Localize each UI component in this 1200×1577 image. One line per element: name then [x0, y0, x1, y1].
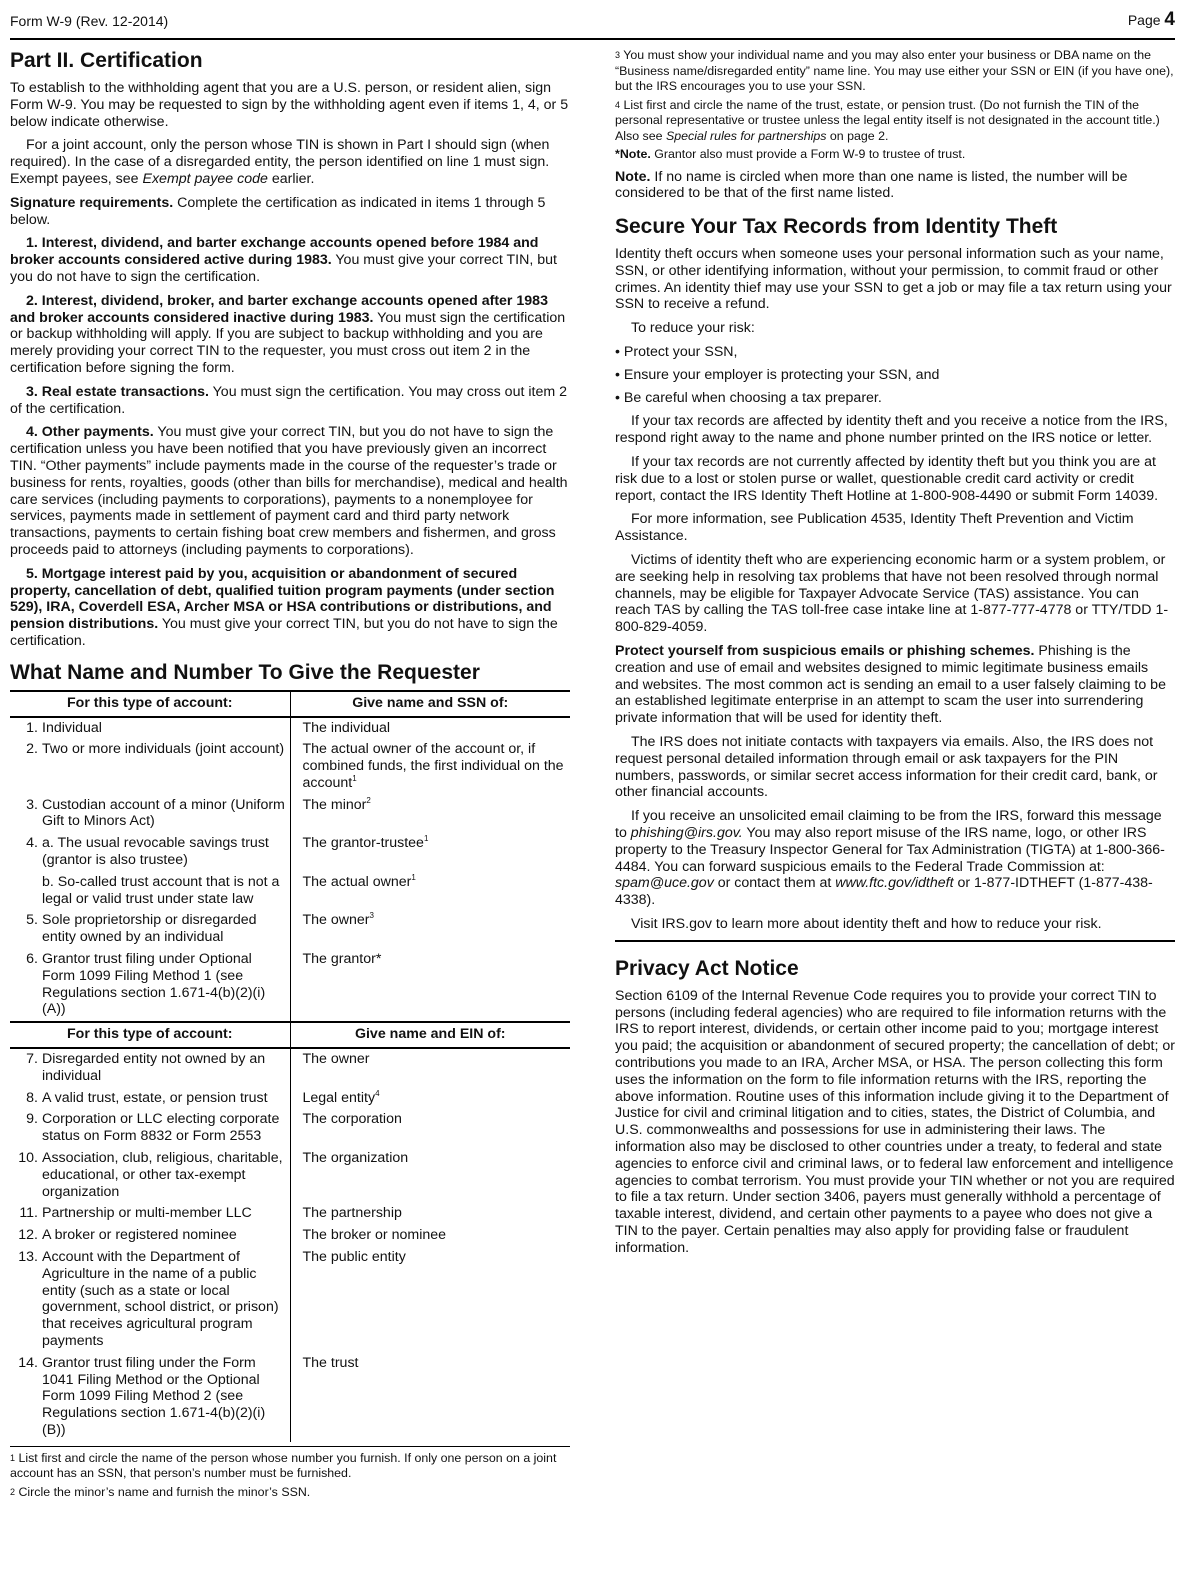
joint-account-paragraph: For a joint account, only the person whose TIN is shown in Part I should sign (when required). In the case of a disregarded entity, the person identified on line 1 must sign. Exempt payees, see Exempt payee code earlier. [10, 137, 550, 187]
give-name-cell [290, 1088, 570, 1110]
cert-item-4: 4. Other payments. You must give your correct TIN, but you do not have to sign the certification unless you have been notified that you have previously given an incorrect TIN. “Other payments” include payments made in the course of the requester’s trade or business for rents, royalties, goods (other than bills for merchandise), medical and health care services (including payments to corporations), payments to a nonemployee for services, payments made in settlement of payment card and third party network transactions, payments to certain fishing boat crew members and fishermen, and gross proceeds paid to attorneys (including payments to corporations). [10, 424, 568, 558]
account-type-cell [10, 1353, 290, 1442]
footnote-ref: 1 [352, 773, 357, 783]
row-number [14, 874, 42, 908]
account-type: Two or more individuals (joint account) [42, 741, 285, 758]
give-name-cell [290, 1247, 570, 1353]
account-type: Individual [42, 719, 102, 736]
publication-paragraph: For more information, see Publication 4535, Identity Theft Prevention and Victim Assistance. [615, 511, 1134, 545]
row-number: 5. [26, 912, 38, 929]
footnote-ref: 2 [366, 795, 371, 805]
list-item: • Be careful when choosing a tax preparer. [615, 390, 1175, 407]
account-type-cell [10, 910, 290, 949]
row-number: 10. [18, 1150, 38, 1167]
account-type-cell [10, 1109, 290, 1148]
give-name: The owner [302, 1051, 370, 1068]
row-number: 14. [18, 1354, 38, 1371]
account-type: Partnership or multi-member LLC [42, 1205, 252, 1222]
account-type-cell [10, 1225, 290, 1247]
table-row [10, 1247, 570, 1353]
ssn-rows [10, 717, 570, 1023]
form-identifier: Form W-9 (Rev. 12-2014) [10, 13, 169, 29]
forward-email-paragraph: If you receive an unsolicited email claiming to be from the IRS, forward this message to phishing@irs.gov. You may also report misuse of the IRS name, logo, or other IRS property to the Treasury Inspector General for Tax Administration (TIGTA) at 1-800-366-4484. You can forward suspicious emails to the Federal Trade Commission at: spam@uce.gov or contact them at www.ftc.gov/idtheft or 1-877-IDTHEFT (1-877-438-4338). [615, 808, 1165, 909]
account-type: A valid trust, estate, or pension trust [42, 1089, 268, 1106]
row-number: 7. [26, 1051, 38, 1068]
give-name-cell [290, 1148, 570, 1203]
name-number-table [10, 690, 570, 1442]
circled-name-note: Note. If no name is circled when more than one name is listed, the number will be considered to be that of the first name listed. [615, 168, 1128, 202]
give-name-cell [290, 1225, 570, 1247]
list-item: • Protect your SSN, [615, 344, 1175, 361]
account-type-cell [10, 1148, 290, 1203]
account-type-cell [10, 949, 290, 1022]
spam-email-link[interactable]: spam@uce.gov [615, 875, 714, 892]
give-name: The trust [302, 1354, 359, 1371]
footnote-ref: 3 [369, 911, 374, 921]
section-divider [615, 940, 1175, 942]
table-row [10, 1088, 570, 1110]
give-name: The individual [302, 719, 391, 736]
give-name: The grantor* [302, 951, 382, 968]
right-column [615, 48, 1175, 1264]
account-type: Grantor trust filing under the Form 1041 Filing Method or the Optional Form 1099 Filing Method 2 (see Regulations section 1.671-4(b)(2)(i)(B)) [42, 1354, 266, 1438]
footnote-ref: 1 [411, 872, 416, 882]
row-number: 12. [18, 1227, 38, 1244]
column-header-give-ssn: Give name and SSN of: [290, 691, 570, 717]
column-header-account: For this type of account: [10, 1022, 290, 1048]
at-risk-paragraph: If your tax records are not currently affected by identity theft but you think you are at risk due to a lost or stolen purse or wallet, questionable credit card activity or credit report, contact the IRS Identity Theft Hotline at 1-800-908-4490 or submit Form 14039. [615, 454, 1159, 504]
give-name-cell [290, 872, 570, 911]
account-type: Grantor trust filing under Optional Form 1099 Filing Method 1 (see Regulations section 1.671-4(b)(2)(i)(A)) [42, 951, 266, 1018]
give-name-cell [290, 1203, 570, 1225]
give-name: The actual owner [302, 873, 412, 890]
give-name: The minor [302, 796, 367, 813]
account-type-cell [10, 1048, 290, 1088]
cert-item-1: 1. Interest, dividend, and barter exchange accounts opened before 1984 and broker accounts considered active during 1983. You must give your correct TIN, but you do not have to sign the certification. [10, 235, 557, 285]
risk-bullet-list [615, 344, 1175, 406]
list-item: • Ensure your employer is protecting your SSN, and [615, 367, 1175, 384]
give-name: Legal entity [302, 1089, 376, 1106]
footnote-4: $^4$ List first and circle the name of the trust, estate, or pension trust. (Do not furnish the TIN of the personal representative or trustee unless the legal entity itself is not designated in the account title.) Also see Special rules for partnerships on page 2. [615, 97, 1160, 143]
table-header-ein [10, 1022, 570, 1048]
give-name-cell [290, 717, 570, 740]
account-type: Corporation or LLC electing corporate status on Form 8832 or Form 2553 [42, 1111, 280, 1145]
footnote-ref: 1 [423, 834, 429, 844]
cert-item-5: 5. Mortgage interest paid by you, acquisition or abandonment of secured property, cancellation of debt, qualified tuition program payments (under section 529), IRA, Coverdell ESA, Archer MSA or HSA contributions or distributions, and pension distributions. You must give your correct TIN, but you do not have to sign the certification. [10, 565, 558, 649]
visit-irs-paragraph: Visit IRS.gov to learn more about identity theft and how to reduce your risk. [631, 915, 1102, 932]
table-row [10, 1203, 570, 1225]
table-row [10, 739, 570, 794]
row-number: 8. [26, 1089, 38, 1106]
row-number: 3. [26, 796, 38, 813]
ftc-link[interactable]: www.ftc.gov/idtheft [835, 875, 954, 892]
table-row [10, 717, 570, 740]
left-column [10, 48, 570, 1503]
row-number: 11. [19, 1205, 38, 1222]
account-type-cell [10, 872, 290, 911]
table-row [10, 1048, 570, 1088]
account-type-cell [10, 833, 290, 872]
give-name: The owner [302, 912, 370, 929]
table-row [10, 872, 570, 911]
row-number: 9. [26, 1111, 38, 1128]
certification-paragraph: To establish to the withholding agent that you are a U.S. person, or resident alien, sign Form W-9. You may be requested to sign by the withholding agent even if items 1, 4, or 5 below indicate otherwise. [10, 80, 569, 130]
account-type-cell [10, 1203, 290, 1225]
account-type: b. So-called trust account that is not a legal or valid trust under state law [42, 873, 280, 907]
reduce-risk-label: To reduce your risk: [631, 320, 755, 337]
table-row [10, 1353, 570, 1442]
account-type: Custodian account of a minor (Uniform Gift to Minors Act) [42, 796, 285, 830]
requester-table-heading: What Name and Number To Give the Requester [10, 660, 480, 684]
account-type: Association, club, religious, charitable, educational, or other tax-exempt organization [42, 1150, 283, 1200]
footnote-1: $^1$ List first and circle the name of the person whose number you furnish. If only one person on a joint account has an SSN, that person’s number must be furnished. [10, 1450, 557, 1481]
table-row [10, 910, 570, 949]
identity-theft-paragraph: Identity theft occurs when someone uses your personal information such as your name, SSN, or other identifying information, without your permission, to commit fraud or other crimes. An identity thief may use your SSN to get a job or may file a tax return using your SSN to receive a refund. [615, 246, 1172, 313]
account-type-cell [10, 795, 290, 834]
row-number: 1. [26, 719, 38, 736]
table-row [10, 1109, 570, 1148]
account-type-cell [10, 1247, 290, 1353]
give-name-cell [290, 795, 570, 834]
table-row [10, 833, 570, 872]
account-type: Sole proprietorship or disregarded entity owned by an individual [42, 912, 257, 946]
give-name-cell [290, 910, 570, 949]
give-name: The corporation [302, 1111, 402, 1128]
row-number: 2. [26, 741, 38, 758]
affected-paragraph: If your tax records are affected by identity theft and you receive a notice from the IRS, respond right away to the name and phone number printed on the IRS notice or letter. [615, 413, 1168, 447]
row-number: 6. [26, 951, 38, 968]
table-row [10, 1148, 570, 1203]
ein-rows [10, 1048, 570, 1442]
give-name-cell [290, 739, 570, 794]
account-type: Account with the Department of Agriculture in the name of a public entity (such as a state or local government, school district, or prison) that receives agricultural program payments [42, 1249, 279, 1349]
account-type: Disregarded entity not owned by an individual [42, 1051, 266, 1084]
column-header-give-ein: Give name and EIN of: [290, 1022, 570, 1048]
table-row [10, 1225, 570, 1247]
give-name: The broker or nominee [302, 1227, 447, 1244]
footnote-2: $^2$ Circle the minor’s name and furnish the minor’s SSN. [10, 1484, 311, 1499]
give-name-cell [290, 1109, 570, 1148]
give-name-cell [290, 1353, 570, 1442]
page-number-label: Page 4 [1127, 9, 1175, 30]
give-name: The public entity [302, 1249, 406, 1266]
give-name: The partnership [302, 1205, 402, 1222]
column-header-account: For this type of account: [10, 691, 290, 717]
cert-item-3: 3. Real estate transactions. You must sign the certification. You may cross out item 2 of the certification. [10, 383, 567, 417]
irs-contact-paragraph: The IRS does not initiate contacts with taxpayers via emails. Also, the IRS does not request personal detailed information through email or ask taxpayers for the PIN numbers, passwords, or similar secret access information for their credit card, bank, or other financial accounts. [615, 734, 1158, 801]
certification-heading: Part II. Certification [10, 49, 203, 72]
tas-paragraph: Victims of identity theft who are experiencing economic harm or a system problem, or are seeking help in resolving tax problems that have not been resolved through normal channels, may be eligible for Taxpayer Advocate Service (TAS) assistance. You can reach TAS by calling the TAS toll-free case intake line at 1-877-777-4778 or TTY/TDD 1-800-829-4059. [615, 552, 1169, 636]
give-name: The actual owner of the account or, if combined funds, the first individual on the account [302, 741, 564, 791]
table-row [10, 795, 570, 834]
table-row [10, 949, 570, 1022]
privacy-act-heading: Privacy Act Notice [615, 956, 799, 980]
phishing-paragraph: Protect yourself from suspicious emails or phishing schemes. Phishing is the creation and use of email and websites designed to mimic legitimate business emails and websites. The most common act is sending an email to a user falsely claiming to be an established legitimate enterprise in an attempt to scam the user into surrendering private information that will be used for identity theft. [615, 643, 1166, 727]
signature-requirements: Signature requirements. Complete the certification as indicated in items 1 through 5 below. [10, 194, 546, 228]
give-name-cell [290, 833, 570, 872]
footnote-3: $^3$ You must show your individual name and you may also enter your business or DBA name on the “Business name/disregarded entity” name line. You may use either your SSN or EIN (if you have one), but the IRS encourages you to use your SSN. [615, 48, 1174, 93]
row-number: 4. [26, 835, 38, 852]
account-type: a. The usual revocable savings trust (grantor is also trustee) [42, 835, 269, 869]
row-number: 13. [18, 1249, 38, 1266]
footnote-divider [10, 1446, 570, 1447]
account-type: A broker or registered nominee [42, 1227, 237, 1244]
page-header [10, 10, 1175, 40]
give-name: The organization [302, 1150, 409, 1167]
privacy-act-paragraph: Section 6109 of the Internal Revenue Code requires you to provide your correct TIN to persons (including federal agencies) who are required to file information returns with the IRS to report interest, dividends, or certain other income paid to you; mortgage interest you paid; the acquisition or abandonment of secured property; the cancellation of debt; or contributions you made to an IRA, Archer MSA, or HSA. The person collecting this form uses the information on the form to file information returns with the IRS, reporting the above information. Routine uses of this information include giving it to the Department of Justice for civil and criminal litigation and to cities, states, the District of Columbia, and U.S. commonwealths and possessions for use in administering their laws. The information also may be disclosed to other countries under a treaty, to federal and state agencies to enforce civil and criminal laws, or to federal law enforcement and intelligence agencies to combat terrorism. You must provide your TIN whether or not you are required to file a tax return. Under section 3406, payers must generally withhold a percentage of taxable interest, dividend, and certain other payments to a payee who does not give a TIN to the payer. Certain penalties may also apply for providing false or fraudulent information. [615, 987, 1175, 1256]
account-type-cell [10, 739, 290, 794]
table-header-ssn [10, 691, 570, 717]
page-number: 4 [1164, 9, 1175, 30]
give-name-cell [290, 949, 570, 1022]
phishing-email-link[interactable]: phishing@irs.gov. [630, 825, 743, 841]
account-type-cell [10, 1088, 290, 1110]
cert-item-2: 2. Interest, dividend, broker, and barter exchange accounts opened after 1983 and broker accounts considered inactive during 1983. You must sign the certification or backup withholding will apply. If you are subject to backup withholding and you are merely providing your correct TIN to the requester, you must cross out item 2 in the certification before signing the form. [10, 292, 566, 376]
footnote-ref: 4 [375, 1088, 380, 1098]
identity-theft-heading: Secure Your Tax Records from Identity Theft [615, 215, 1058, 239]
account-type-cell [10, 717, 290, 740]
grantor-note: *Note. Grantor also must provide a Form W-9 to trustee of trust. [615, 147, 966, 161]
give-name-cell [290, 1048, 570, 1088]
give-name: The grantor-trustee [302, 835, 424, 852]
